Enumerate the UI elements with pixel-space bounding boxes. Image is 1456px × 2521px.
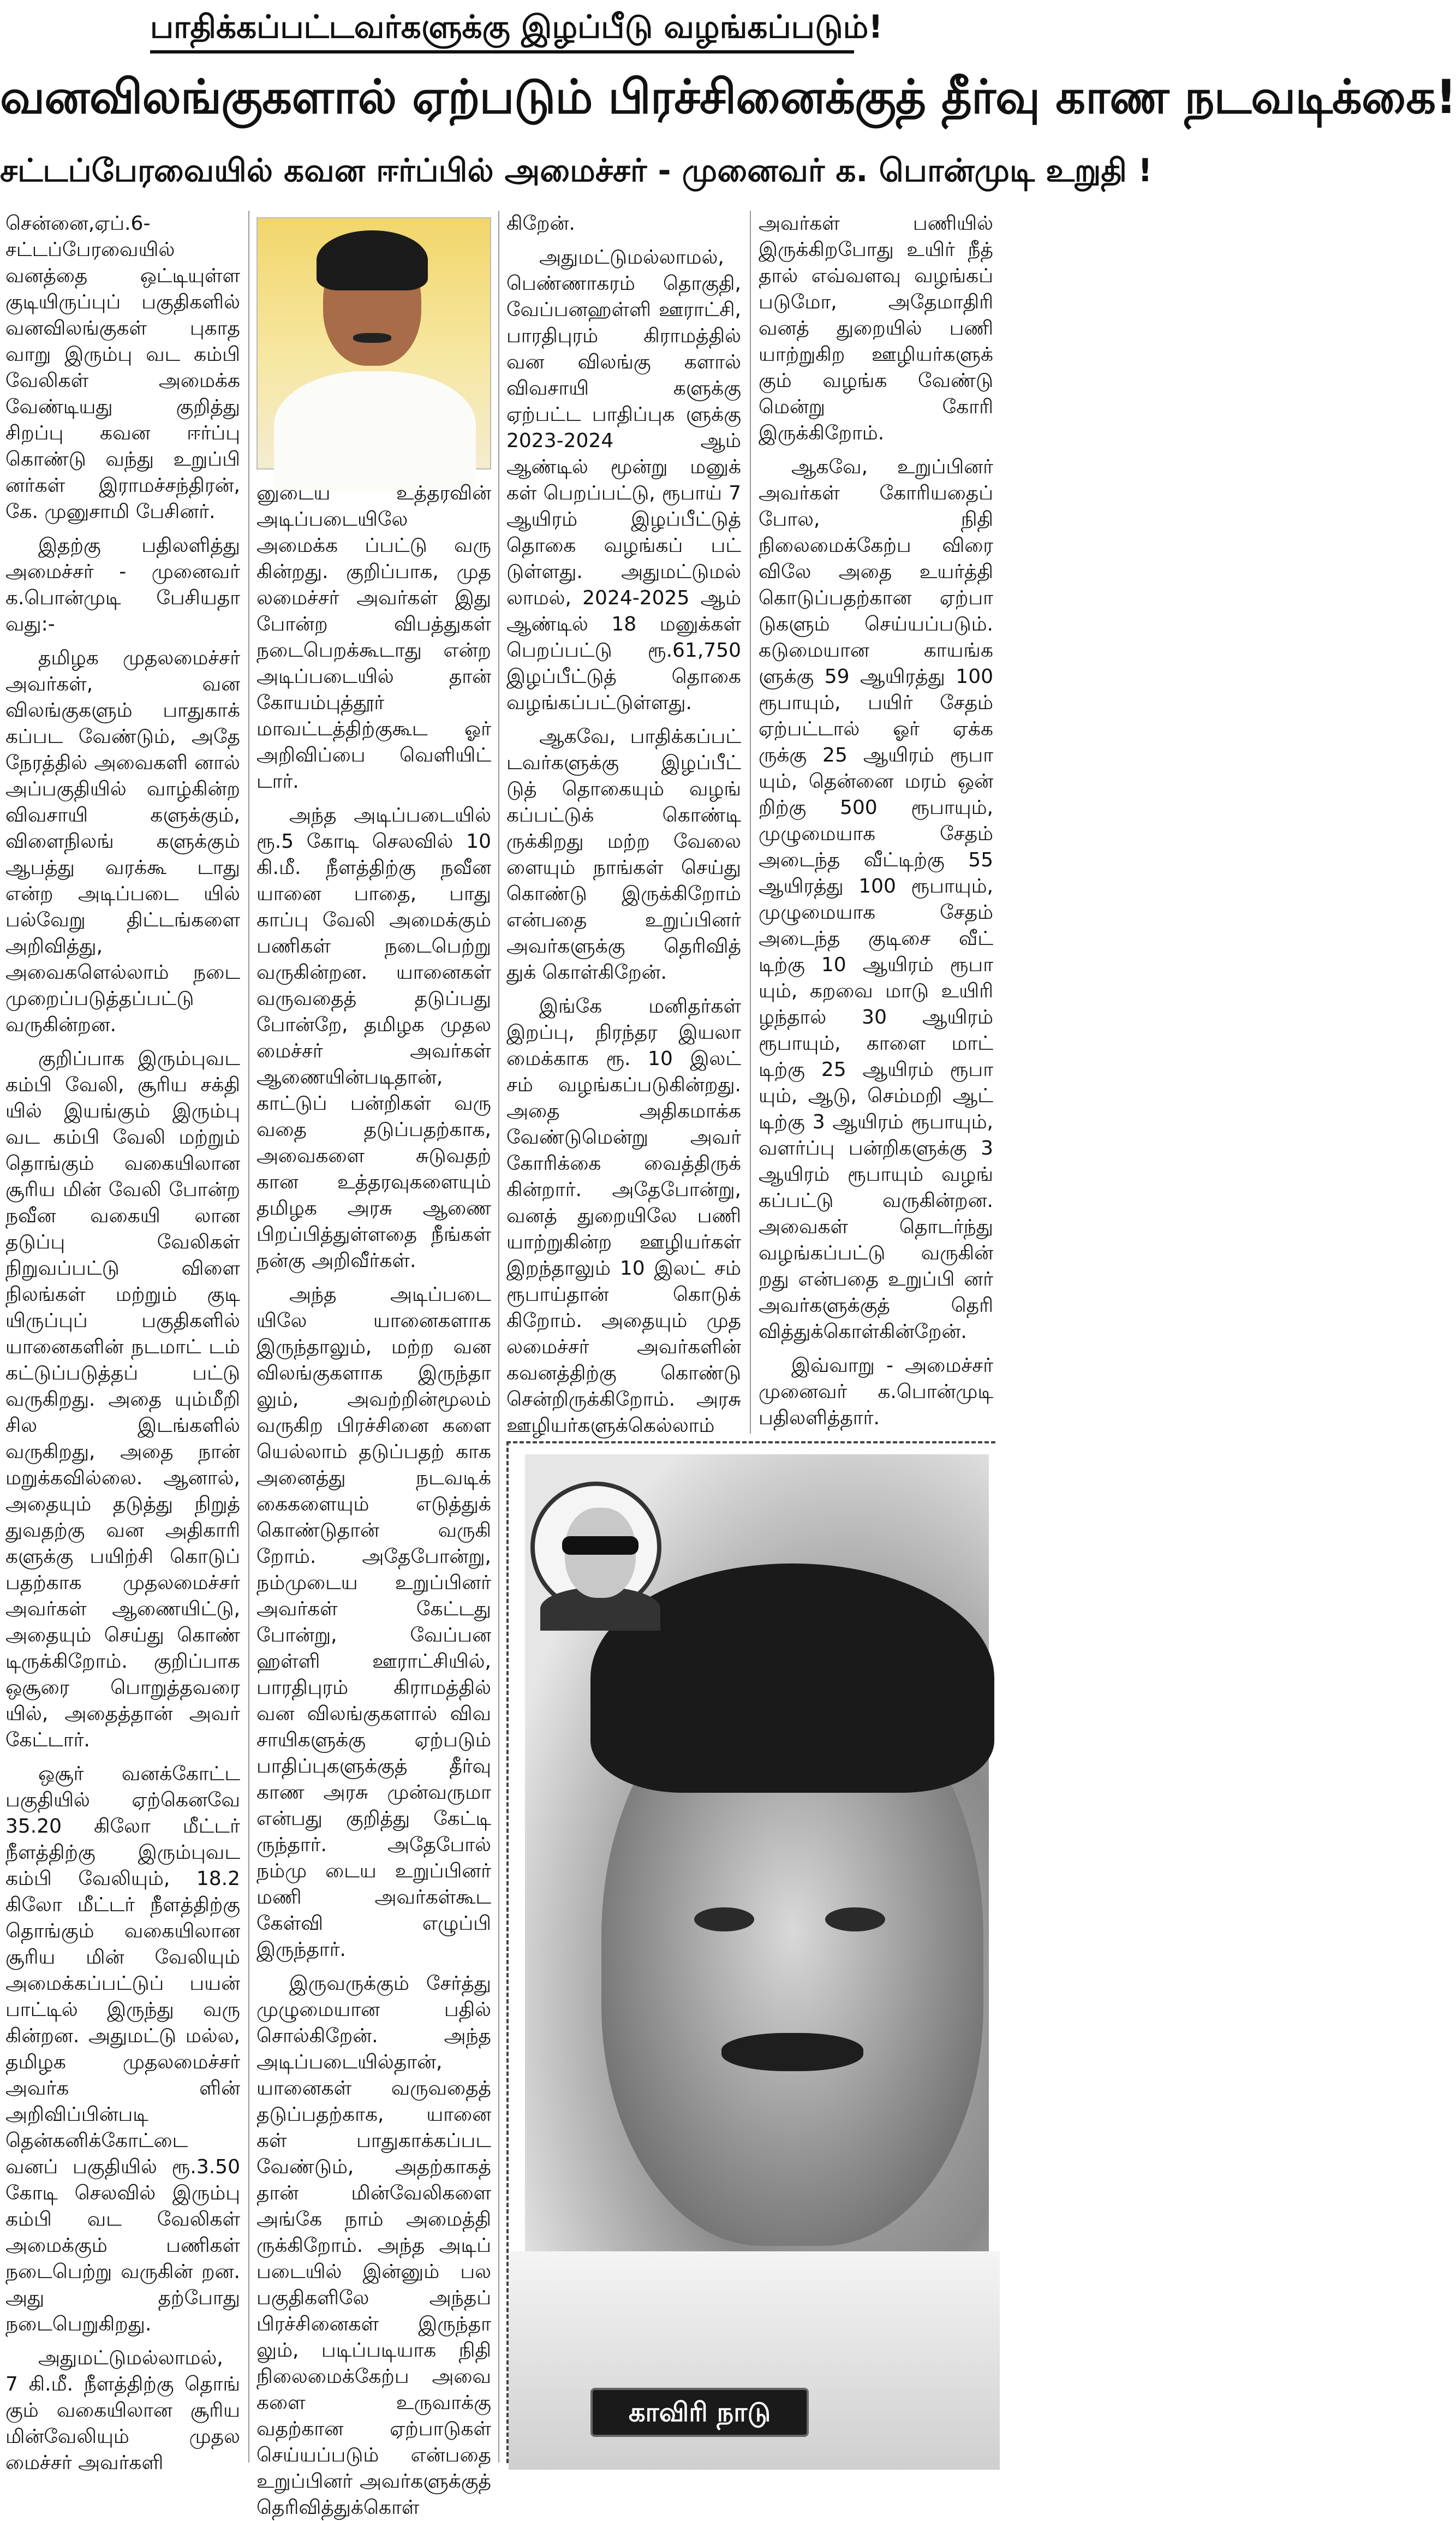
paragraph: அந்த அடிப்படையில் ரூ.5 கோடி செலவில் 10 கி.மீ. நீளத்திற்கு நவீன யானை பாதை, பாது காப்பு வேலி அமைக்கும் பணிகள் நடைபெற்று வருகின்றன. யானைகள் வருவதைத் தடுப்பது போன்றே, தமிழக முதல மைச்சர் அவர்கள் ஆணையின்படிதான், காட்டுப் பன்றிகள் வரு வதை தடுப்பதற்காக, அவைகளை சுடுவதற் கான உத்தரவுகளையும் தமிழக அரசு ஆணை பிறப்பித்துள்ளதை நீங்கள் நன்கு அறிவீர்கள். [256,804,491,1272]
portrait-hair [317,230,428,290]
article-column-4 [759,211,993,1434]
medallion-glasses [562,1536,639,1555]
paragraph: ஆகவே, பாதிக்கப்பட் டவர்களுக்கு இழப்பீட் டுத் தொகையும் வழங் கப்பட்டுக் கொண்டி ருக்கிறது மற்ற வேலை ளையும் நாங்கள் செய்து கொண்டு இருக்கிறோம் என்பதை உறுப்பினர் அவர்களுக்கு தெரிவித் துக் கொள்கிறேன். [506,726,741,984]
paragraph: இங்கே மனிதர்கள் இறப்பு, நிரந்தர இயலா மைக்காக ரூ. 10 இலட் சம் வழங்கப்படுகின்றது. அதை அதிகமாக்க வேண்டுமென்று அவர் கோரிக்கை வைத்திருக் கின்றார். அதேபோன்று, வனத் துறையிலே பணி யாற்றுகின்ற ஊழியர்கள் இறந்தாலும் 10 இலட் சம் ரூபாய்தான் கொடுக் கிறோம். அதையும் முத லமைச்சர் அவர்களின் கவனத்திற்கு கொண்டு சென்றிருக்கிறோம். அரசு ஊழியர்களுக்கெல்லாம் [506,995,741,1437]
column-rule [248,211,249,2463]
paragraph: குறிப்பாக இரும்புவட கம்பி வேலி, சூரிய சக்தி யில் இயங்கும் இரும்பு வட கம்பி வேலி மற்றும் தொங்கும் வகையிலான சூரிய மின் வேலி போன்ற நவீன வகையி லான தடுப்பு வேலிகள் நிறுவப்பட்டு விளை நிலங்கள் மற்றும் குடி யிருப்புப் பகுதிகளில் யானைகளின் நடமாட் டம் கட்டுப்படுத்தப் பட்டு வருகிறது. அதை யும்மீறி சில இடங்களில் வருகிறது, அதை நான் மறுக்கவில்லை. ஆனால், அதையும் தடுத்து நிறுத் துவதற்கு வன அதிகாரி களுக்கு பயிற்சி கொடுப் பதற்காக முதலமைச்சர் அவர்கள் ஆணையிட்டு, அதையும் செய்து கொண் டிருக்கிறோம். குறிப்பாக ஒசூரை பொறுத்தவரை யில், அதைத்தான் அவர் கேட்டார். [5,1048,240,1751]
portrait-mustache [353,333,391,343]
paragraph: இருவருக்கும் சேர்த்து முழுமையான பதில் சொல்கிறேன். அந்த அடிப்படையில்தான், யானைகள் வருவதைத் தடுப்பதற்காக, யானை கள் பாதுகாக்கப்பட வேண்டும், அதற்காகத் தான் மின்வேலிகளை அங்கே நாம் அமைத்தி ருக்கிறோம். அந்த அடிப் படையில் இன்னும் பல பகுதிகளிலே அந்தப் பிரச்சினைகள் இருந்தா லும், படிப்படியாக நிதி நிலைமைக்கேற்ப அவை களை உருவாக்கு வதற்கான ஏற்பாடுகள் செய்யப்படும் என்பதை உறுப்பினர் அவர்களுக்குத் தெரிவித்துக்கொள் [256,1972,491,2519]
subhead: சட்டப்பேரவையில் கவன ஈர்ப்பில் அமைச்சர் - முனைவர் க. பொன்முடி உறுதி ! [0,152,1153,189]
headline: வனவிலங்குகளால் ஏற்படும் பிரச்சினைக்குத் தீர்வு காண நடவடிக்கை! [0,70,1456,124]
paragraph: அவர்கள் பணியில் இருக்கிறபோது உயிர் நீத் தால் எவ்வளவு வழங்கப் படுமோ, அதேமாதிரி வனத் துறையில் பணி யாற்றுகிற ஊழியர்களுக் கும் வழங்க வேண்டு மென்று கோரி இருக்கிறோம். [759,212,993,444]
paragraph: தமிழக முதலமைச்சர் அவர்கள், வன விலங்குகளும் பாதுகாக் கப்பட வேண்டும், அதே நேரத்தில் அவைகளி னால் அப்பகுதியில் வாழ்கின்ற விவசாயி களுக்கும், விளைநிலங் களுக்கும் ஆபத்து வரக்கூ டாது என்ற அடிப்படை யில் பல்வேறு திட்டங்களை அறிவித்து, அவைகளெல்லாம் நடை முறைப்படுத்தப்பட்டு வருகின்றன. [5,647,240,1036]
leader-medallion [530,1482,661,1613]
advertisement [506,1441,995,2463]
column-rule [498,211,499,2463]
advert-brand-label: காவிரி நாடு [590,2388,809,2437]
advert-eye [825,1907,885,1931]
article-column-3 [506,211,741,1437]
paragraph: அந்த அடிப்படை யிலே யானைகளாக இருந்தாலும், மற்ற வன விலங்குகளாக இருந்தா லும், அவற்றின்மூலம் வருகிற பிரச்சினை களை யெல்லாம் தடுப்பதற் காக அனைத்து நடவடிக் கைகளையும் எடுத்துக் கொண்டுதான் வருகி றோம். அதேபோன்று, நம்முடைய உறுப்பினர் அவர்கள் கேட்டது போன்று, வேப்பன ஹள்ளி ஊராட்சியில், பாரதிபுரம் கிராமத்தில் வன விலங்குகளால் விவ சாயிகளுக்கு ஏற்படும் பாதிப்புகளுக்குத் தீர்வு காண அரசு முன்வருமா என்பது குறித்து கேட்டி ருந்தார். அதேபோல் நம்மு டைய உறுப்பினர் மணி அவர்கள்கூட கேள்வி எழுப்பி இருந்தார். [256,1283,491,1961]
article-column-2 [256,480,491,2519]
advert-mustache [721,2033,863,2071]
kicker: பாதிக்கப்பட்டவர்களுக்கு இழப்பீடு வழங்கப்படும்! [150,3,854,53]
paragraph: ஆகவே, உறுப்பினர் அவர்கள் கோரியதைப் போல, நிதி நிலைமைக்கேற்ப விரை விலே அதை உயர்த்தி கொடுப்பதற்கான ஏற்பா டுகளும் செய்யப்படும். கடுமையான காயங்க ளுக்கு 59 ஆயிரத்து 100 ரூபாயும், பயிர் சேதம் ஏற்பட்டால் ஓர் ஏக்க ருக்கு 25 ஆயிரம் ரூபா யும், தென்னை மரம் ஒன் றிற்கு 500 ரூபாயும், முழுமையாக சேதம் அடைந்த வீட்டிற்கு 55 ஆயிரத்து 100 ரூபாயும், முழுமையாக சேதம் அடைந்த குடிசை வீட் டிற்கு 10 ஆயிரம் ரூபா யும், கறவை மாடு உயிரி ழந்தால் 30 ஆயிரம் ரூபாயும், காளை மாட் டிற்கு 25 ஆயிரம் ரூபா யும், ஆடு, செம்மறி ஆட் டிற்கு 3 ஆயிரம் ரூபாயும், வளர்ப்பு பன்றிகளுக்கு 3 ஆயிரம் ரூபாயும் வழங் கப்பட்டு வருகின்றன. அவைகள் தொடர்ந்து வழங்கப்பட்டு வருகின் றது என்பதை உறுப்பி னர் அவர்களுக்குத் தெரி வித்துக்கொள்கின்றேன். [759,456,993,1343]
advert-eye [694,1907,754,1931]
paragraph: இதற்கு பதிலளித்து அமைச்சர் - முனைவர் க.பொன்முடி பேசியதா வது:- [5,534,240,635]
minister-portrait [256,217,491,469]
column-rule [750,211,751,1434]
portrait-shirt [274,371,476,491]
paragraph: னுடைய உத்தரவின் அடிப்படையிலே அமைக்க ப்பட்டு வரு கின்றது. குறிப்பாக, முத லமைச்சர் அவர்கள் இது போன்ற விபத்துகள் நடைபெறக்கூடாது என்ற அடிப்படையில் தான் கோயம்புத்தூர் மாவட்டத்திற்குகூட ஓர் அறிவிப்பை வெளியிட் டார். [256,482,491,793]
paragraph: சென்னை,ஏப்.6- சட்டப்பேரவையில் வனத்தை ஒட்டியுள்ள குடியிருப்புப் பகுதிகளில் வனவிலங்குகள் புகாத வாறு இரும்பு வட கம்பி வேலிகள் அமைக்க வேண்டியது குறித்து சிறப்பு கவன ஈர்ப்பு கொண்டு வந்து உறுப்பி னர்கள் இராமச்சந்திரன், கே. முனுசாமி பேசினர். [5,212,240,523]
paragraph: அதுமட்டுமல்லாமல், பெண்ணாகரம் தொகுதி, வேப்பனஹள்ளி ஊராட்சி, பாரதிபுரம் கிராமத்தில் வன விலங்கு களால் விவசாயி களுக்கு ஏற்பட்ட பாதிப்புக ளுக்கு 2023-2024 ஆம் ஆண்டில் மூன்று மனுக் கள் பெறப்பட்டு, ரூபாய் 7 ஆயிரம் இழப்பீட்டுத் தொகை வழங்கப் பட் டுள்ளது. அதுமட்டுமல் லாமல், 2024-2025 ஆம் ஆண்டில் 18 மனுக்கள் பெறப்பட்டு ரூ.61,750 இழப்பீட்டுத் தொகை வழங்கப்பட்டுள்ளது. [506,246,741,714]
paragraph: ஒசூர் வனக்கோட்ட பகுதியில் ஏற்கெனவே 35.20 கிலோ மீட்டர் நீளத்திற்கு இரும்புவட கம்பி வேலியும், 18.2 கிலோ மீட்டர் நீளத்திற்கு தொங்கும் வகையிலான சூரிய மின் வேலியும் அமைக்கப்பட்டுப் பயன் பாட்டில் இருந்து வரு கின்றன. அதுமட்டு மல்ல, தமிழக முதலமைச்சர் அவர்க ளின் அறிவிப்பின்படி தென்கனிக்கோட்டை வனப் பகுதியில் ரூ.3.50 கோடி செலவில் இரும்பு கம்பி வட வேலிகள் அமைக்கும் பணிகள் நடைபெற்று வருகின் றன. அது தற்போது நடைபெறுகிறது. [5,1763,240,2335]
article-column-1 [5,211,240,2474]
advert-shirt [509,2251,1000,2470]
paragraph: அதுமட்டுமல்லாமல், 7 கி.மீ. நீளத்திற்கு தொங் கும் வகையிலான சூரிய மின்வேலியும் முதல மைச்சர் அவர்களி [5,2347,240,2474]
paragraph: இவ்வாறு - அமைச்சர் முனைவர் க.பொன்முடி பதிலளித்தார். [759,1354,993,1429]
paragraph: கிறேன். [506,212,575,235]
